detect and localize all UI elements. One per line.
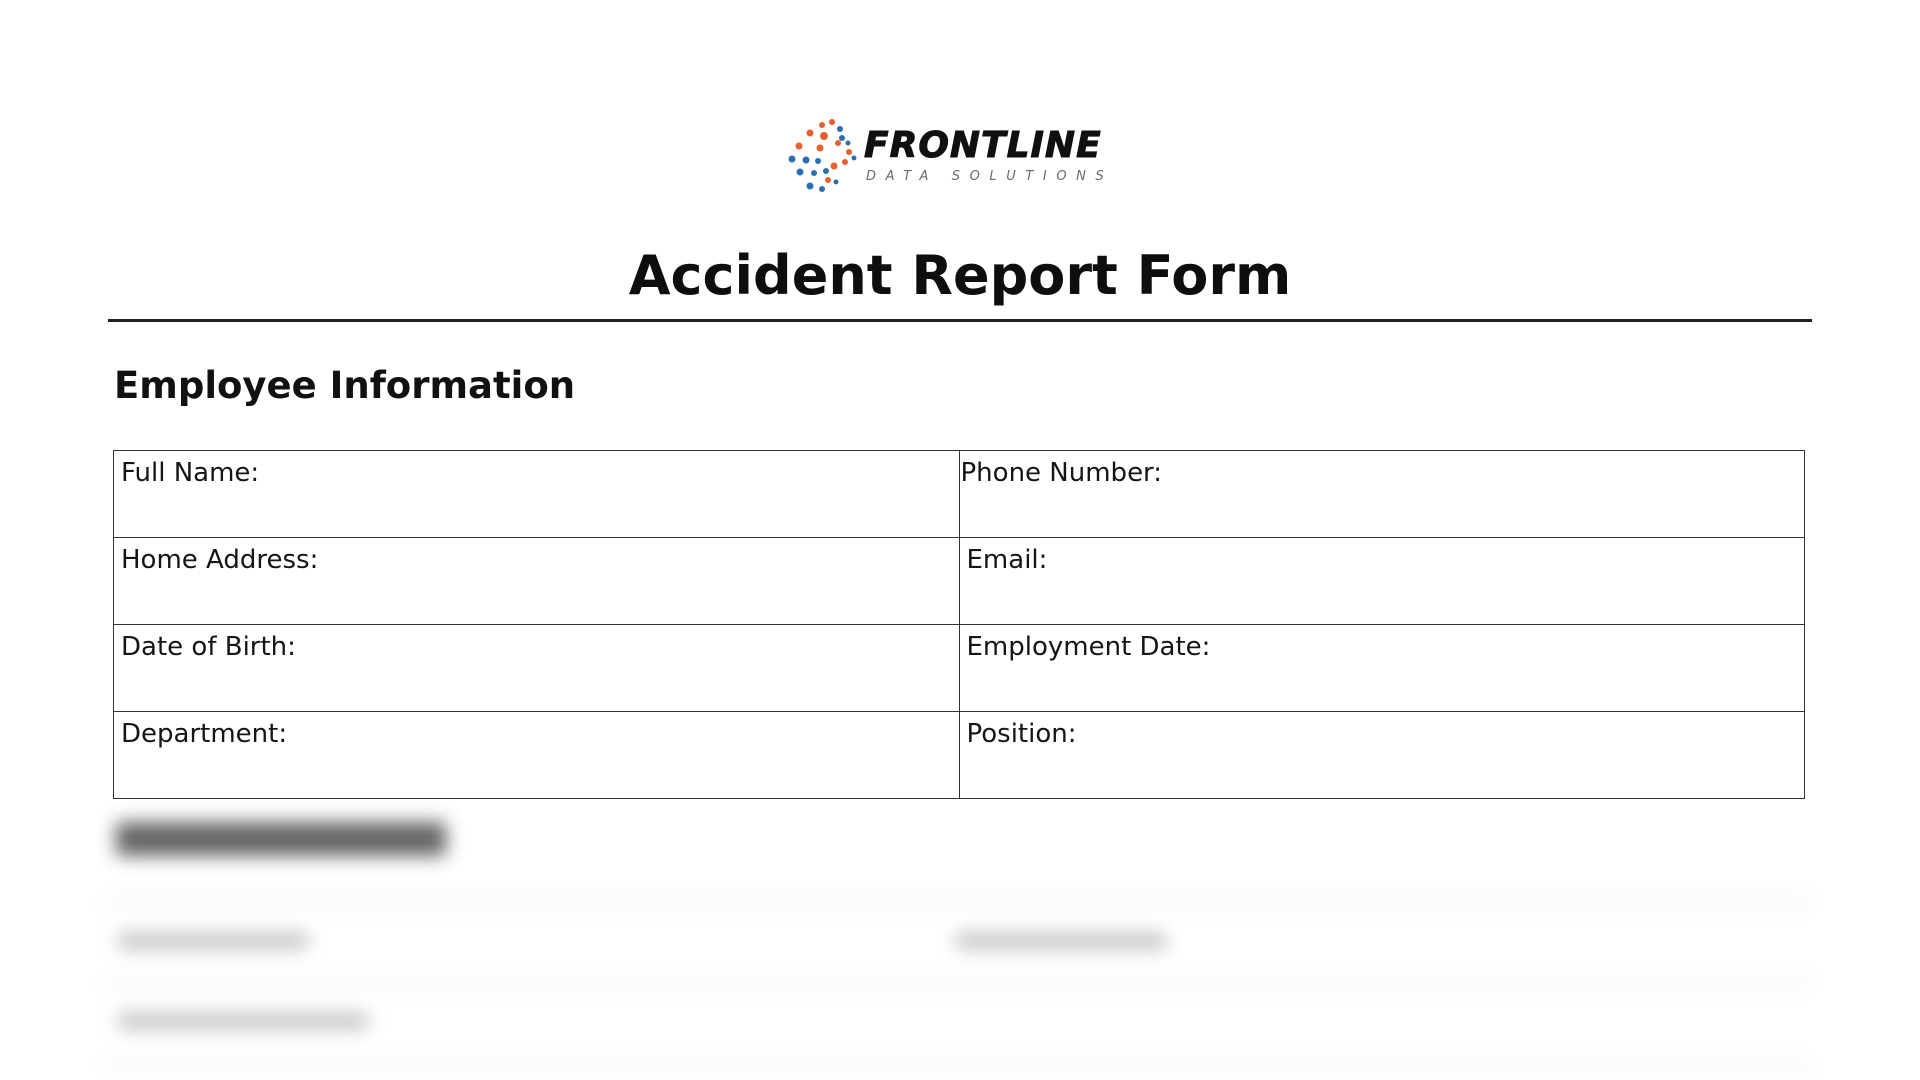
blurred-divider [108, 981, 1808, 984]
blurred-label [118, 1013, 368, 1029]
field-label: Phone Number: [960, 458, 1163, 488]
field-label: Position: [966, 719, 1077, 749]
table-row [114, 625, 1805, 712]
field-label: Email: [966, 545, 1048, 575]
blurred-content [0, 780, 1920, 1080]
table-row [114, 451, 1805, 538]
section-heading: Employee Information [114, 364, 576, 407]
field-label: Employment Date: [966, 632, 1211, 662]
field-label: Home Address: [121, 545, 319, 575]
home-address-field[interactable] [114, 538, 960, 625]
phone-number-field[interactable] [959, 451, 1805, 538]
employee-info-table [113, 450, 1805, 799]
full-name-field[interactable] [114, 451, 960, 538]
company-logo [786, 116, 1136, 200]
page-title: Accident Report Form [628, 244, 1292, 307]
title-divider [108, 319, 1812, 322]
field-label: Department: [121, 719, 288, 749]
frontline-dots-icon [786, 116, 858, 200]
date-of-birth-field[interactable] [114, 625, 960, 712]
email-field[interactable] [959, 538, 1805, 625]
blurred-table [108, 900, 1808, 1080]
blurred-heading [116, 822, 446, 856]
blurred-label [956, 933, 1166, 949]
blurred-label [118, 933, 308, 949]
blurred-divider [108, 1063, 1808, 1066]
logo-wordmark: FRONTLINE [864, 125, 1102, 166]
logo-tagline: DATA SOLUTIONS [866, 169, 1114, 184]
table-row [114, 538, 1805, 625]
field-label: Full Name: [121, 458, 260, 488]
field-label: Date of Birth: [121, 632, 296, 662]
employment-date-field[interactable] [959, 625, 1805, 712]
